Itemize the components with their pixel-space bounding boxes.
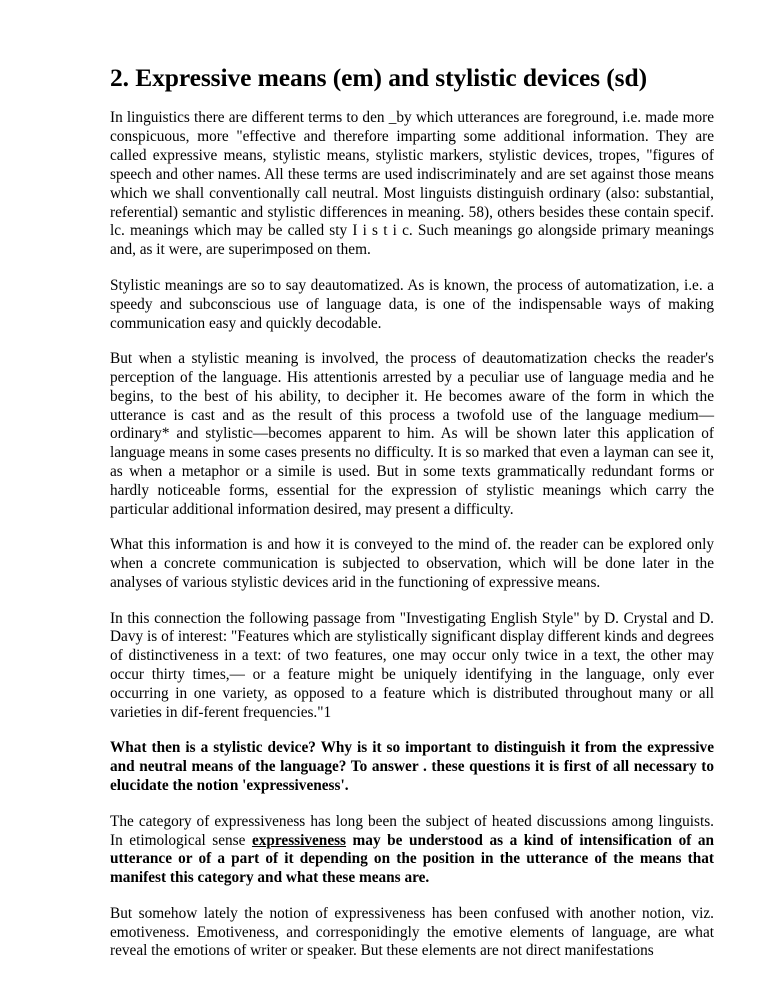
paragraph-7-tail: may be understood as a kind of intensification of an utterance or of a part of it depending on the position in the utterance of the means that manifest this category and what these means are. — [110, 831, 715, 887]
paragraph-7-lead: The category of expressiveness has long been the subject of heated discussions among linguists. In etimological sense — [110, 812, 714, 849]
paragraph-5-crystal-davy-quote: In this connection the following passage from "Investigating English Style" by D. Crystal and D. Davy is of interest: "Features which are stylistically significant display different kinds and degrees of distinctiveness in a text: of two features, one may occur only twice in a text, the other may occur thirty times,— or a feature might be uniquely identifying in the language, only ever occurring in one variety, as opposed to a feature which is distributed throughout many or all varieties in dif-ferent frequencies."1 — [110, 609, 714, 722]
page-title: 2. Expressive means (em) and stylistic devices (sd) — [110, 63, 647, 92]
paragraph-6-stylistic-device-question: What then is a stylistic device? Why is it so important to distinguish it from the expressive and neutral means of the language? To answer . these questions it is first of all necessary to elucidate the notion 'expressiveness'. — [110, 739, 714, 795]
paragraph-7-expressiveness — [110, 813, 714, 889]
paragraph-7-emphasis-term: expressiveness — [251, 831, 347, 849]
paragraph-3: But when a stylistic meaning is involved, the process of deautomatization checks the reader's perception of the language. His attentionis arrested by a peculiar use of language media and he begins, to the best of his ability, to decipher it. He becomes aware of the form in which the utterance is cast and as the result of this process a twofold use of the language medium—ordinary* and stylistic—becomes apparent to him. As will be shown later this application of language means in some cases presents no difficulty. It is so marked that even a layman can see it, as when a metaphor or a simile is used. But in some texts grammatically redundant forms or hardly noticeable forms, essential for the expression of stylistic meanings which carry the particular additional information desired, may present a difficulty. — [110, 349, 714, 519]
paragraph-2: Stylistic meanings are so to say deautomatized. As is known, the process of automatization, i.e. a speedy and subconscious use of language data, is one of the indispensable ways of making communication easy and quickly decodable. — [110, 276, 714, 332]
paragraph-8-emotiveness: But somehow lately the notion of expressiveness has been confused with another notion, viz. emotiveness. Emotiveness, and corresponidingly the emotive elements of language, are what reveal the emotions of writer or speaker. But these elements are not direct manifestations — [110, 904, 714, 960]
paragraph-4: What this information is and how it is conveyed to the mind of. the reader can be explored only when a concrete communication is subjected to observation, which will be done later in the analyses of various stylistic devices arid in the functioning of expressive means. — [110, 536, 714, 592]
paragraph-1: In linguistics there are different terms to den _by which utterances are foreground, i.e. made more conspicuous, more "effective and therefore imparting some additional information. They are called expressive means, stylistic means, stylistic markers, stylistic devices, tropes, "figures of speech and other names. All these terms are used indiscriminately and are set against those means which we shall conventionally call neutral. Most linguists distinguish ordinary (also: substantial, referential) semantic and stylistic differences in meaning. 58), others besides these contain specif. lc. meanings which may be called sty I i s t i c. Such meanings go alongside primary meanings and, as it were, are superimposed on them. — [110, 109, 714, 259]
document-text-column — [110, 62, 714, 961]
